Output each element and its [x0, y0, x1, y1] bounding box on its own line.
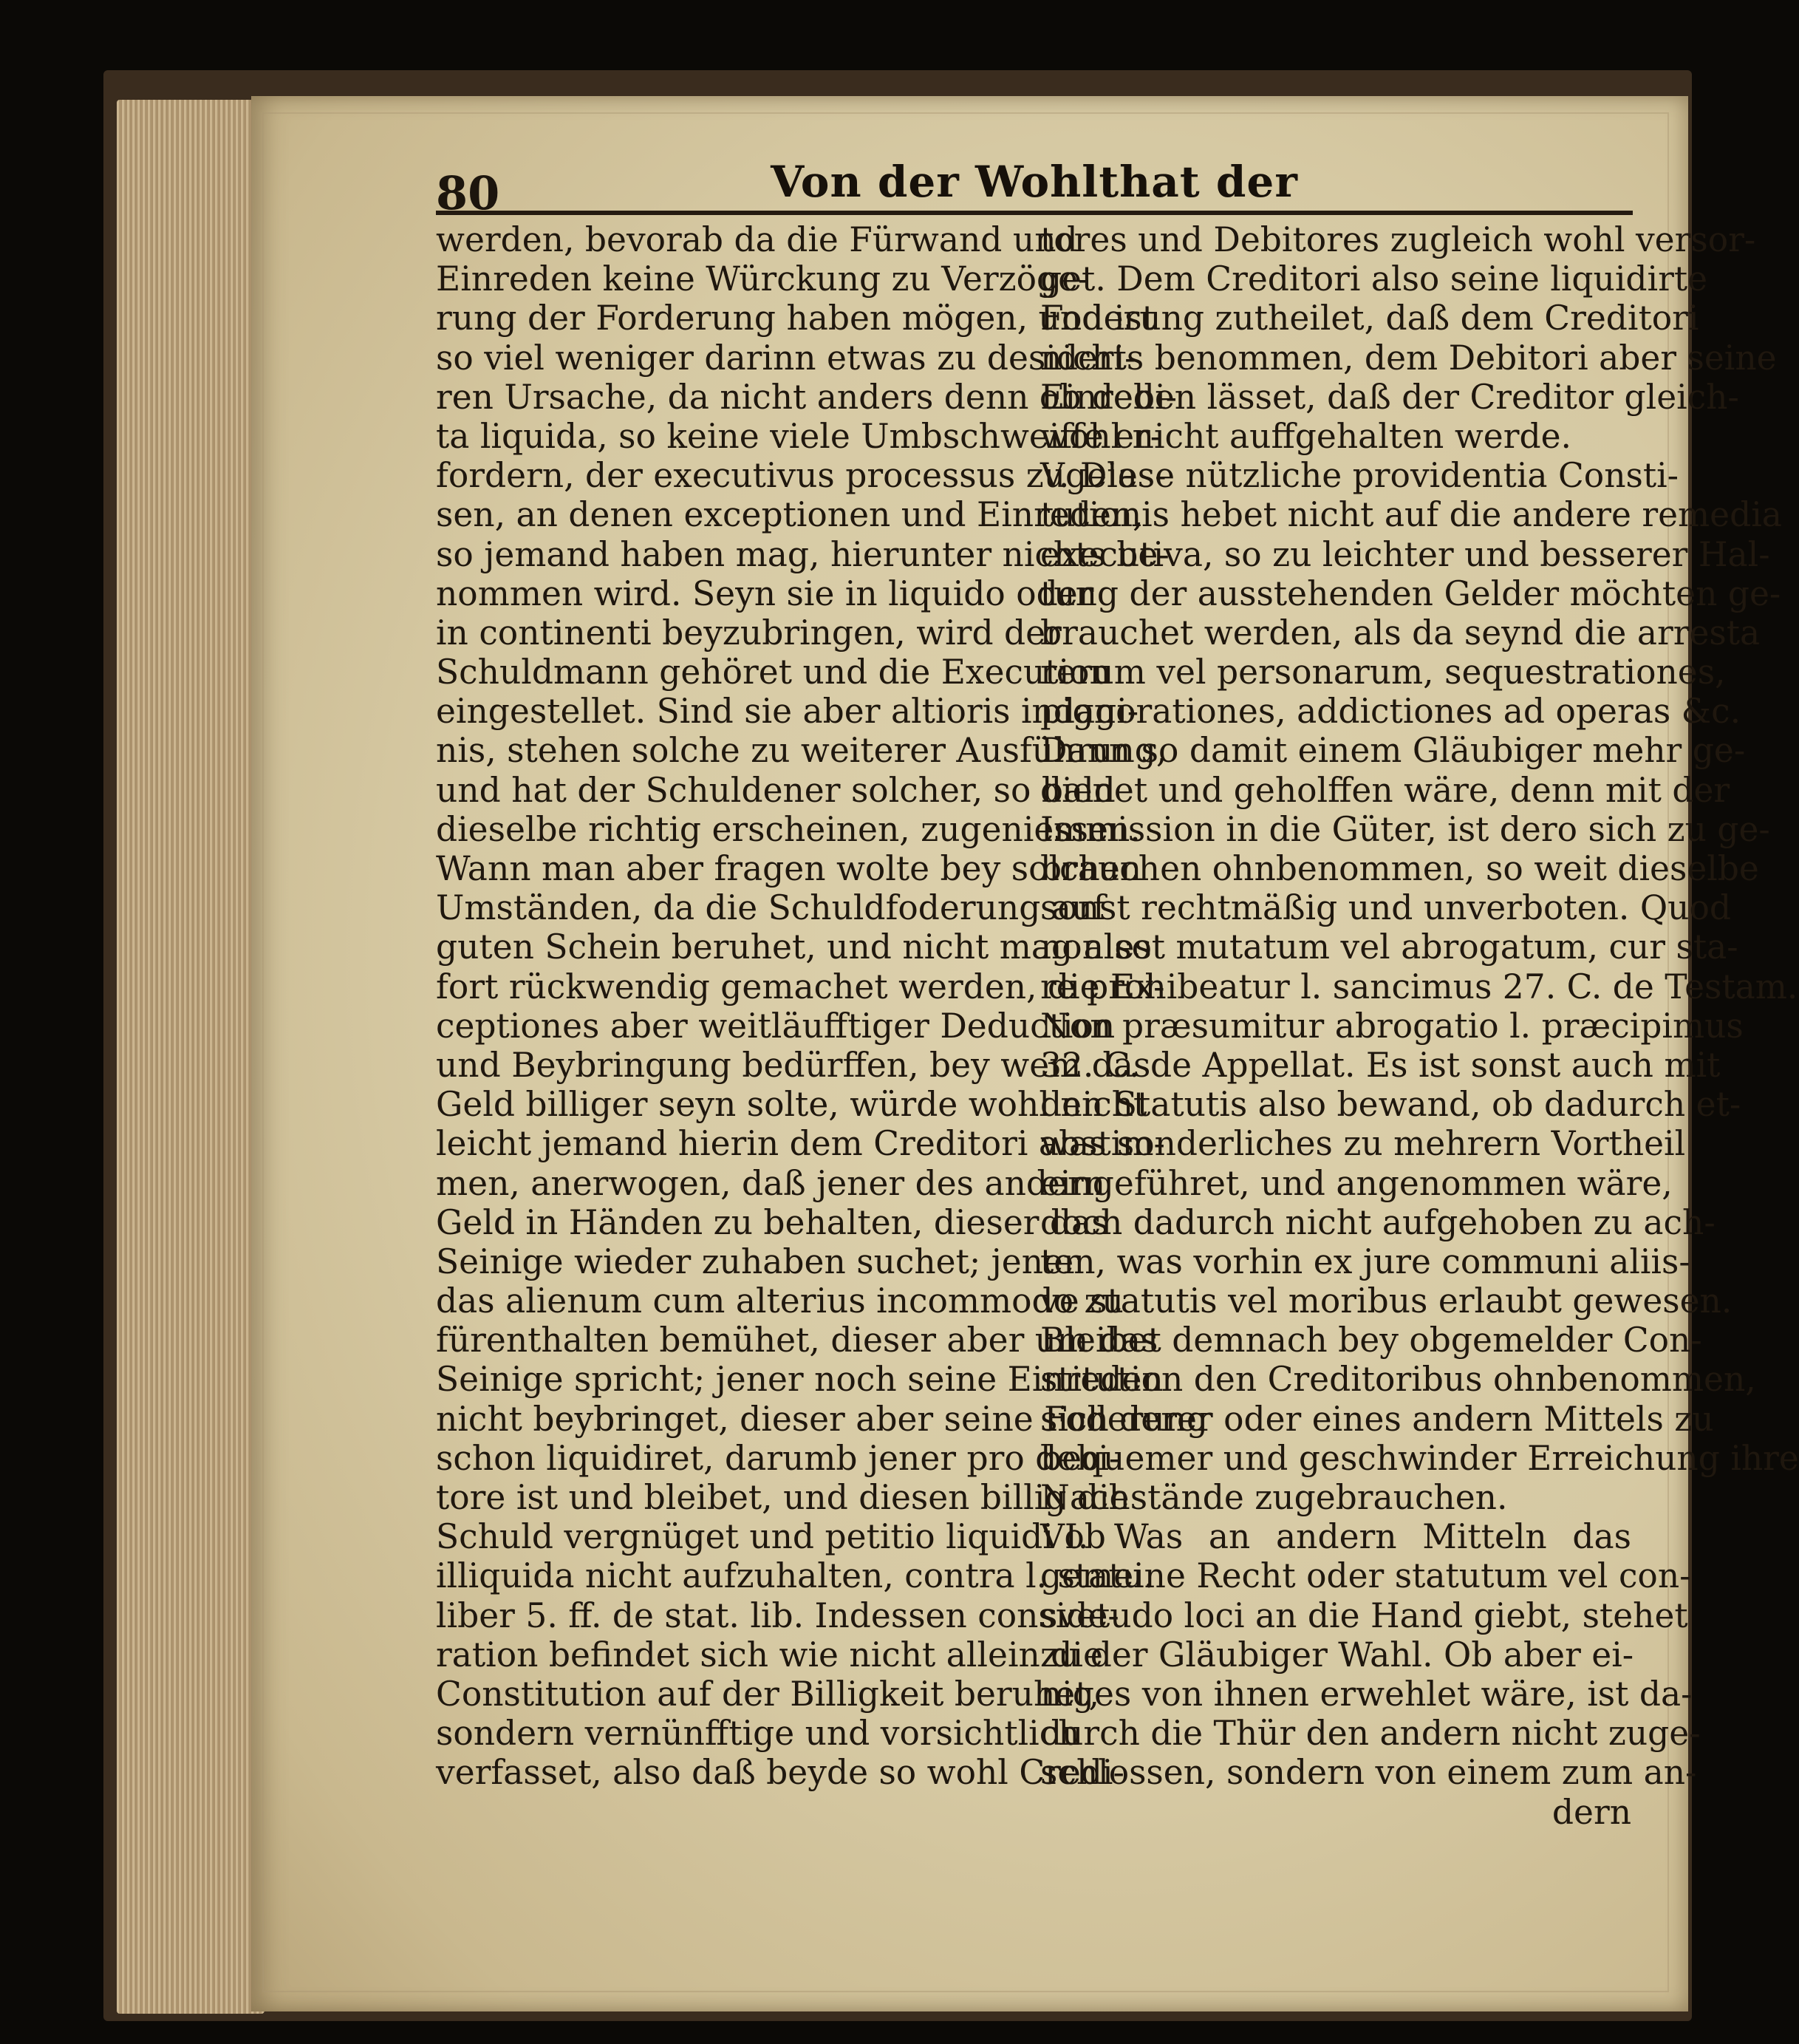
text-line: dern: [1551, 1792, 1631, 1832]
text-line: Dann so damit einem Gläubiger mehr ge-: [1040, 731, 1746, 771]
text-line: Nachstände zugebrauchen.: [1040, 1478, 1508, 1517]
text-line: sen, an denen exceptionen und Einreden,: [436, 495, 1144, 535]
text-line: niges von ihnen erwehlet wäre, ist da-: [1040, 1674, 1693, 1714]
text-line: Schuldmann gehöret und die Execution: [436, 653, 1111, 692]
text-line: eingestellet. Sind sie aber altioris indagi-: [436, 692, 1139, 732]
text-line: tutionis hebet nicht auf die andere remedia: [1040, 495, 1782, 535]
text-line: ren Ursache, da nicht anders denn ob debi-: [436, 377, 1178, 417]
text-line: svetudo loci an die Hand giebt, stehet: [1040, 1595, 1688, 1635]
text-line: executiva, so zu leichter und besserer Hal-: [1040, 534, 1770, 574]
text-line: nichts benommen, dem Debitori aber seine: [1040, 338, 1777, 378]
page-number: 80: [436, 166, 500, 220]
text-line: tung der ausstehenden Gelder möchten ge-: [1040, 573, 1781, 613]
text-line: fürenthalten bemühet, dieser aber um das: [436, 1321, 1158, 1360]
text-line: illiquida nicht aufzuhalten, contra l. statu.: [436, 1556, 1155, 1596]
text-line: Seinige wieder zuhaben suchet; jener: [436, 1241, 1079, 1281]
text-line: get. Dem Creditori also seine liquidirte: [1040, 259, 1708, 299]
text-line: Einreden keine Würckung zu Verzöge-: [436, 259, 1090, 299]
text-line: Einreden lässet, daß der Creditor gleich-: [1040, 377, 1739, 417]
text-line: dienet und geholffen wäre, denn mit der: [1040, 770, 1730, 810]
text-line: nicht beybringet, dieser aber seine Foderung: [436, 1399, 1209, 1439]
text-line: in continenti beyzubringen, wird der: [436, 613, 1062, 653]
running-title: Von der Wohlthat der: [771, 157, 1298, 207]
header-rule: [436, 211, 1633, 215]
text-line: so jemand haben mag, hierunter nichts be-: [436, 534, 1170, 574]
right-column: [1040, 220, 1799, 1832]
left-column: [436, 220, 1209, 1793]
text-line: leicht jemand hierin dem Creditori abstim-: [436, 1124, 1165, 1164]
text-line: doch dadurch nicht aufgehoben zu ach-: [1040, 1202, 1716, 1242]
text-line: stitution den Creditoribus ohnbenommen,: [1040, 1360, 1756, 1400]
text-line: ve statutis vel moribus erlaubt gewesen.: [1040, 1281, 1733, 1321]
text-line: Geld billiger seyn solte, würde wohl nicht: [436, 1085, 1147, 1125]
text-line: nis, stehen solche zu weiterer Ausführung,: [436, 731, 1167, 771]
text-line: und hat der Schuldener solcher, so bald: [436, 770, 1116, 810]
text-line: dieselbe richtig erscheinen, zugeniessen.: [436, 809, 1141, 849]
text-line: schon liquidiret, darumb jener pro debi-: [436, 1438, 1121, 1478]
text-line: was sonderliches zu mehrern Vortheil: [1040, 1124, 1686, 1164]
text-line: ration befindet sich wie nicht allein die: [436, 1635, 1103, 1675]
text-line: tore ist und bleibet, und diesen billig die: [436, 1478, 1130, 1517]
text-line: sonst rechtmäßig und unverboten. Quod: [1040, 888, 1731, 928]
text-line: Immission in die Güter, ist dero sich zu ge-: [1040, 809, 1770, 849]
text-line: non est mutatum vel abrogatum, cur sta-: [1040, 927, 1738, 967]
text-line: fort rückwendig gemachet werden, die Ex-: [436, 967, 1165, 1006]
text-line: re prohibeatur l. sancimus 27. C. de Testam.: [1040, 967, 1798, 1006]
text-line: und Beybringung bedürffen, bey wem das: [436, 1045, 1151, 1085]
page-edges: [117, 100, 264, 2014]
text-line: durch die Thür den andern nicht zuge-: [1040, 1714, 1701, 1754]
text-line: den Statutis also bewand, ob dadurch et-: [1040, 1085, 1741, 1125]
text-line: guten Schein beruhet, und nicht mag also: [436, 927, 1153, 967]
text-line: 32. C. de Appellat. Es ist sonst auch mit: [1040, 1045, 1721, 1085]
text-line: zu der Gläubiger Wahl. Ob aber ei-: [1040, 1635, 1634, 1675]
text-line: Bleibet demnach bey obgemelder Con-: [1040, 1321, 1702, 1360]
text-line: werden, bevorab da die Fürwand und: [436, 220, 1078, 259]
text-line: rung der Forderung haben mögen, und ist: [436, 299, 1155, 338]
text-line: Foderung zutheilet, daß dem Creditori: [1040, 299, 1699, 338]
text-line: ta liquida, so keine viele Umbschweiffe er-: [436, 416, 1162, 456]
text-line: men, anerwogen, daß jener des andern: [436, 1163, 1106, 1203]
text-line: Seinige spricht; jener noch seine Einreden: [436, 1360, 1164, 1400]
text-line: so viel weniger darinn etwas zu desideri-: [436, 338, 1136, 378]
text-line: VI. Was an andern Mitteln das: [1040, 1517, 1631, 1557]
text-line: Constitution auf der Billigkeit beruhet,: [436, 1674, 1099, 1714]
text-line: pignorationes, addictiones ad operas &c.: [1040, 692, 1741, 732]
text-line: fordern, der executivus processus zugelas-: [436, 456, 1167, 496]
text-line: rerum vel personarum, sequestrationes,: [1040, 653, 1726, 692]
text-line: eingeführet, und angenommen wäre,: [1040, 1163, 1673, 1203]
text-line: brauchet werden, als da seynd die arresta: [1040, 613, 1761, 653]
text-line: Wann man aber fragen wolte bey solchen: [436, 849, 1142, 888]
text-line: V. Diese nützliche providentia Consti-: [1040, 456, 1679, 496]
text-line: tores und Debitores zugleich wohl versor-: [1040, 220, 1756, 259]
text-line: brauchen ohnbenommen, so weit dieselbe: [1040, 849, 1759, 888]
text-line: ceptiones aber weitläufftiger Deduction: [436, 1006, 1116, 1046]
text-line: schlossen, sondern von einem zum an-: [1040, 1753, 1697, 1793]
text-line: nommen wird. Seyn sie in liquido oder: [436, 573, 1094, 613]
text-line: Geld in Händen zu behalten, dieser das: [436, 1202, 1109, 1242]
text-line: Umständen, da die Schuldfoderung auf: [436, 888, 1106, 928]
text-line: gemeine Recht oder statutum vel con-: [1040, 1556, 1691, 1596]
text-line: bequemer und geschwinder Erreichung ihre: [1040, 1438, 1799, 1478]
text-line: ten, was vorhin ex jure communi aliis-: [1040, 1241, 1690, 1281]
text-line: Schuld vergnüget und petitio liquidi ob: [436, 1517, 1106, 1557]
text-line: verfasset, also daß beyde so wohl Credi-: [436, 1753, 1124, 1793]
text-line: wohl nicht auffgehalten werde.: [1040, 416, 1571, 456]
text-line: sondern vernünfftige und vorsichtlich: [436, 1714, 1080, 1754]
text-line: sich derer oder eines andern Mittels zu: [1040, 1399, 1714, 1439]
text-line: liber 5. ff. de stat. lib. Indessen conside-: [436, 1595, 1119, 1635]
text-line: das alienum cum alterius incommodo zu: [436, 1281, 1124, 1321]
text-line: Non præsumitur abrogatio l. præcipimus: [1040, 1006, 1744, 1046]
